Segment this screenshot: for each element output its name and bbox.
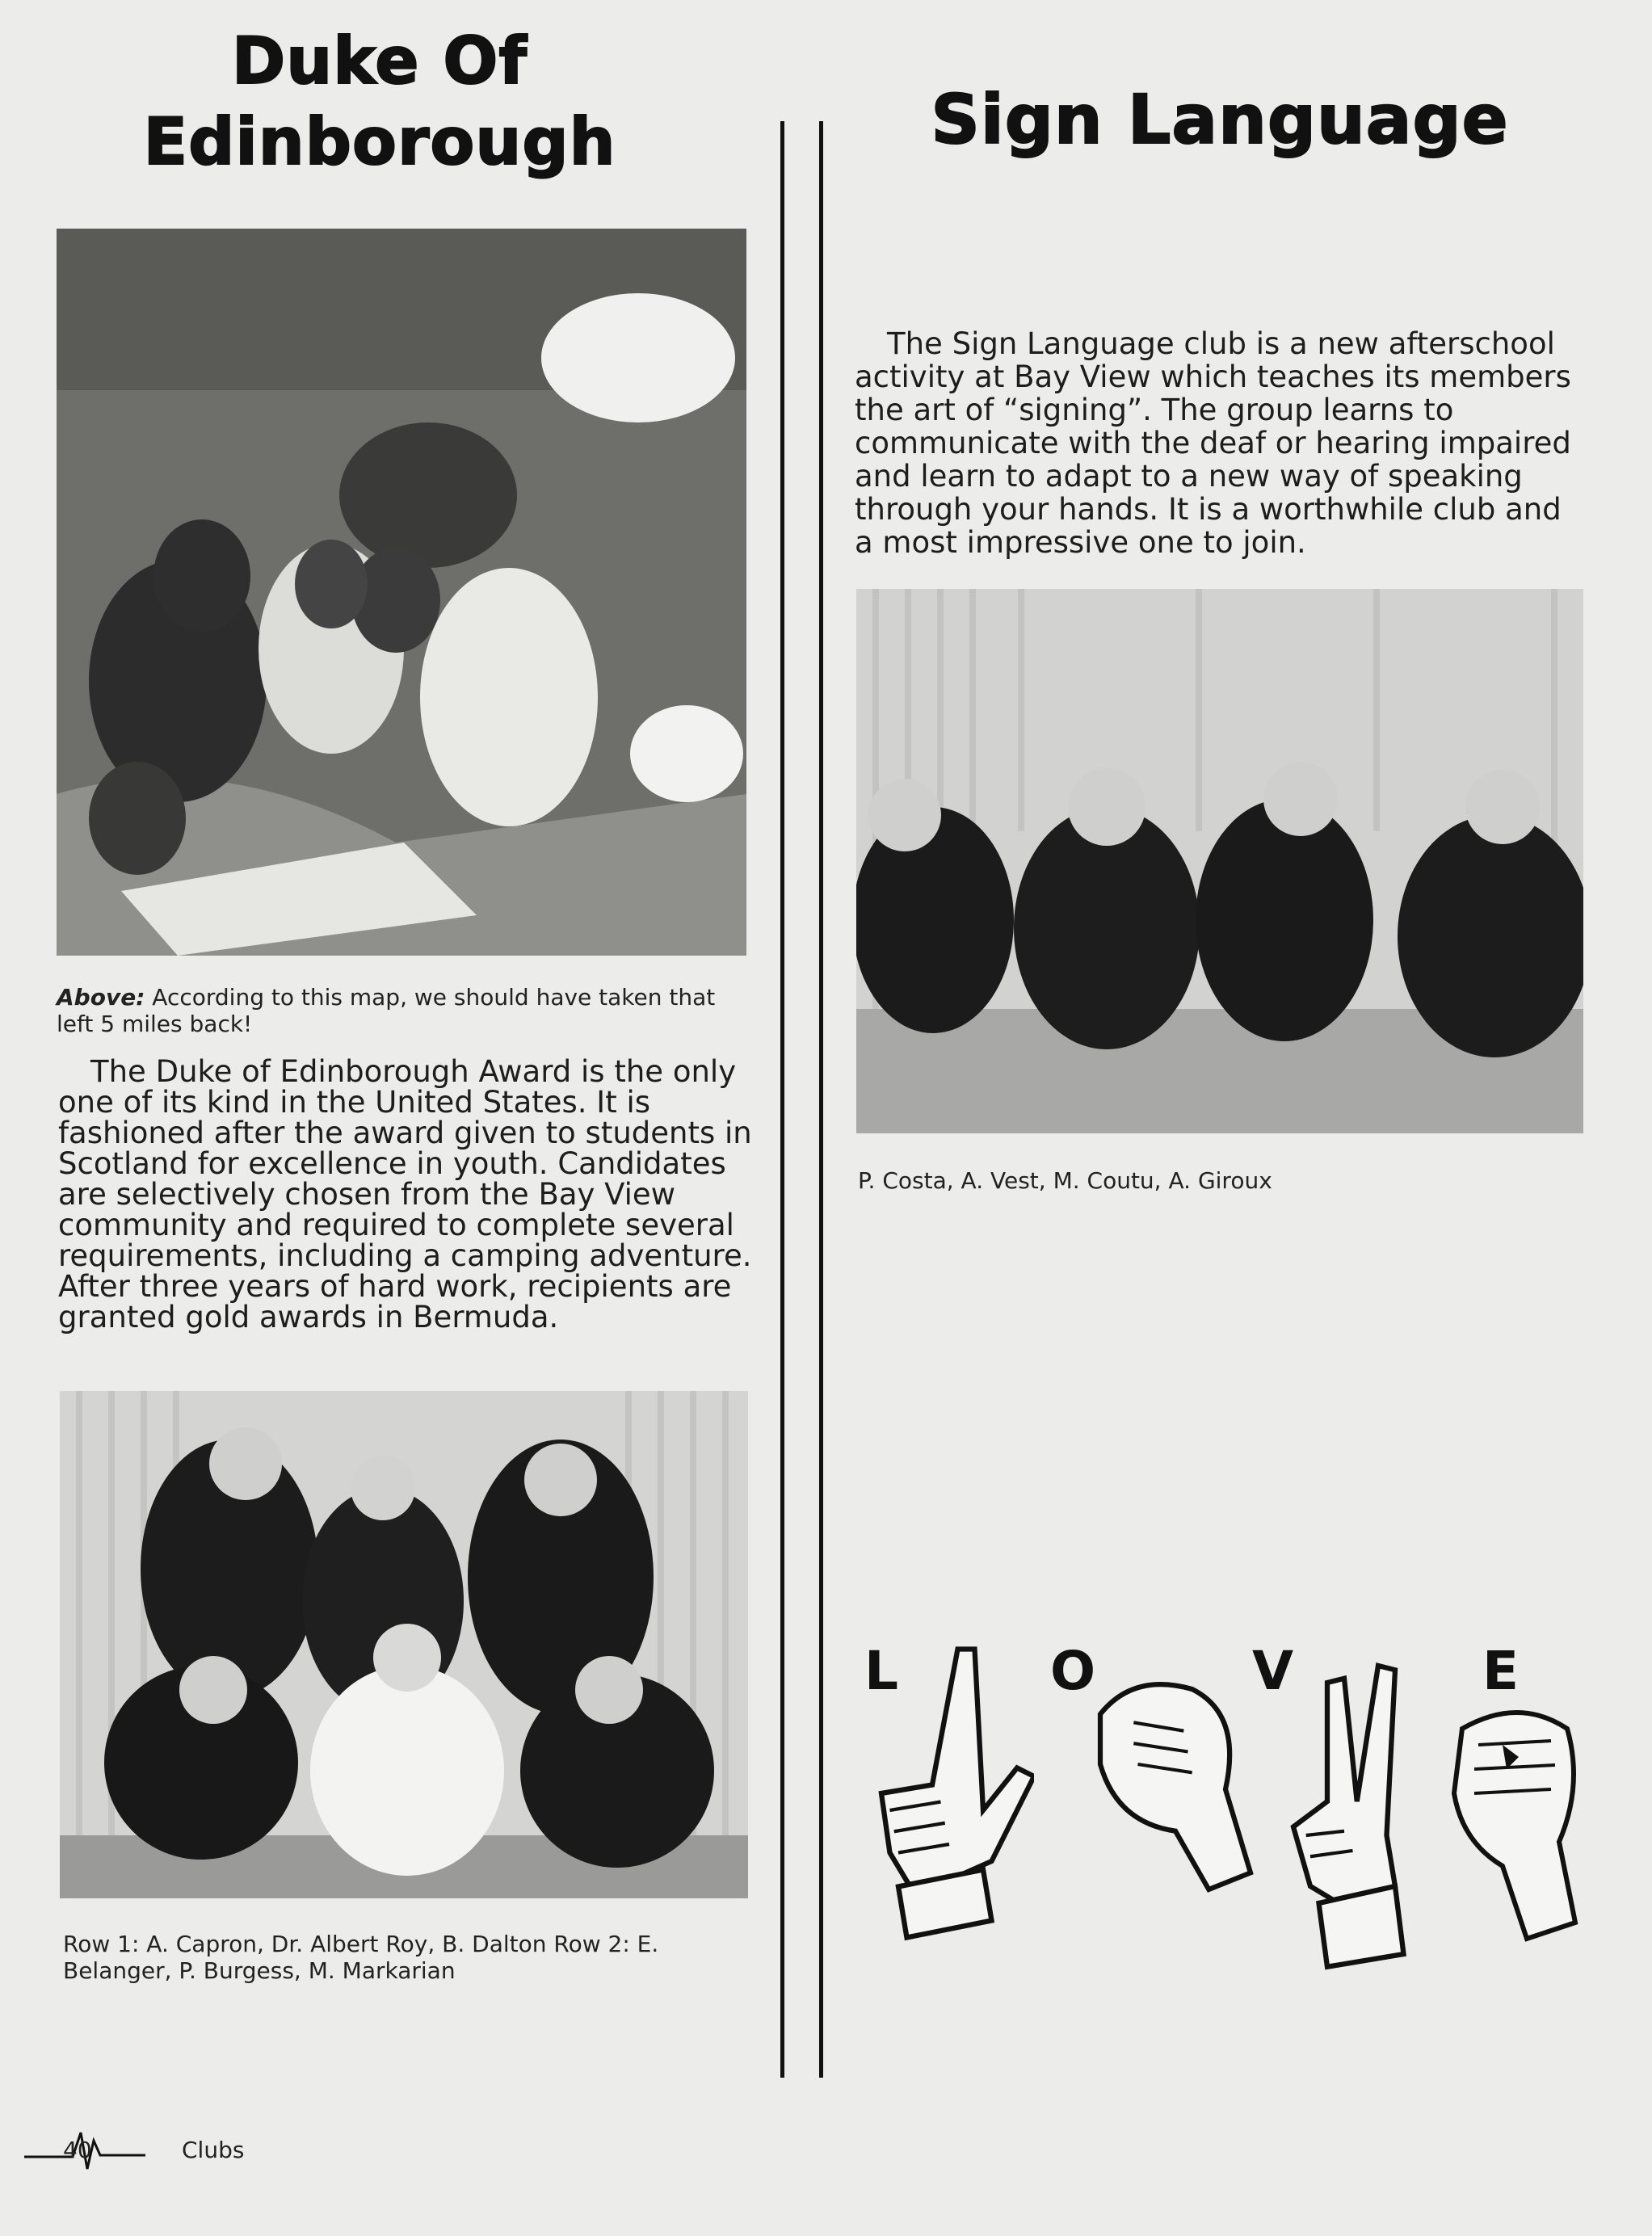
sign-language-group-photo bbox=[856, 589, 1583, 1133]
sign-letter-v: V bbox=[1252, 1640, 1294, 1702]
page-number: 40 bbox=[63, 2137, 92, 2163]
love-sign-illustration bbox=[864, 1624, 1591, 1987]
hiking-map-photo bbox=[57, 229, 746, 956]
sign-letter-o: O bbox=[1050, 1640, 1096, 1702]
hand-o-icon bbox=[1082, 1664, 1268, 1914]
sign-language-paragraph: The Sign Language club is a new afterschool activity at Bay View which teaches its members the art of “signing”. The group learns to communicate with the deaf or hearing impaired and learn to adapt to a new way of speaking through your hands. It is a worthwhile club and a most impressive one to join. bbox=[855, 326, 1571, 560]
hand-v-icon bbox=[1276, 1632, 1446, 1971]
duke-title-line1: Duke Of bbox=[231, 23, 528, 99]
hand-l-icon bbox=[864, 1640, 1034, 1947]
caption-text: According to this map, we should have taken that left 5 miles back! bbox=[57, 984, 716, 1037]
hiking-photo-caption bbox=[57, 984, 751, 1037]
duke-paragraph: The Duke of Edinborough Award is the only one of its kind in the United States. It is fashioned after the award given to students in Scotland for excellence in youth. Candidates are selectively chosen from the Bay View community and required to complete several requirements, including a camping adventure. After three years of hard work, recipients are granted gold awards in Bermuda. bbox=[58, 1054, 752, 1334]
duke-title-line2: Edinborough bbox=[143, 104, 616, 179]
sign-language-caption: P. Costa, A. Vest, M. Coutu, A. Giroux bbox=[858, 1167, 1272, 1194]
sign-language-title: Sign Language bbox=[931, 80, 1509, 159]
sign-letter-l: L bbox=[864, 1640, 899, 1702]
duke-group-caption: Row 1: A. Capron, Dr. Albert Roy, B. Dalton Row 2: E. Belanger, P. Burgess, M. Markarian bbox=[63, 1931, 659, 1984]
duke-group-photo bbox=[60, 1391, 748, 1898]
hand-e-icon bbox=[1430, 1696, 1591, 1955]
sign-letter-e: E bbox=[1482, 1640, 1520, 1702]
column-divider-right bbox=[819, 121, 823, 2078]
footer-section: Clubs bbox=[182, 2137, 245, 2163]
caption-label: Above: bbox=[57, 984, 145, 1011]
column-divider-left bbox=[780, 121, 784, 2078]
